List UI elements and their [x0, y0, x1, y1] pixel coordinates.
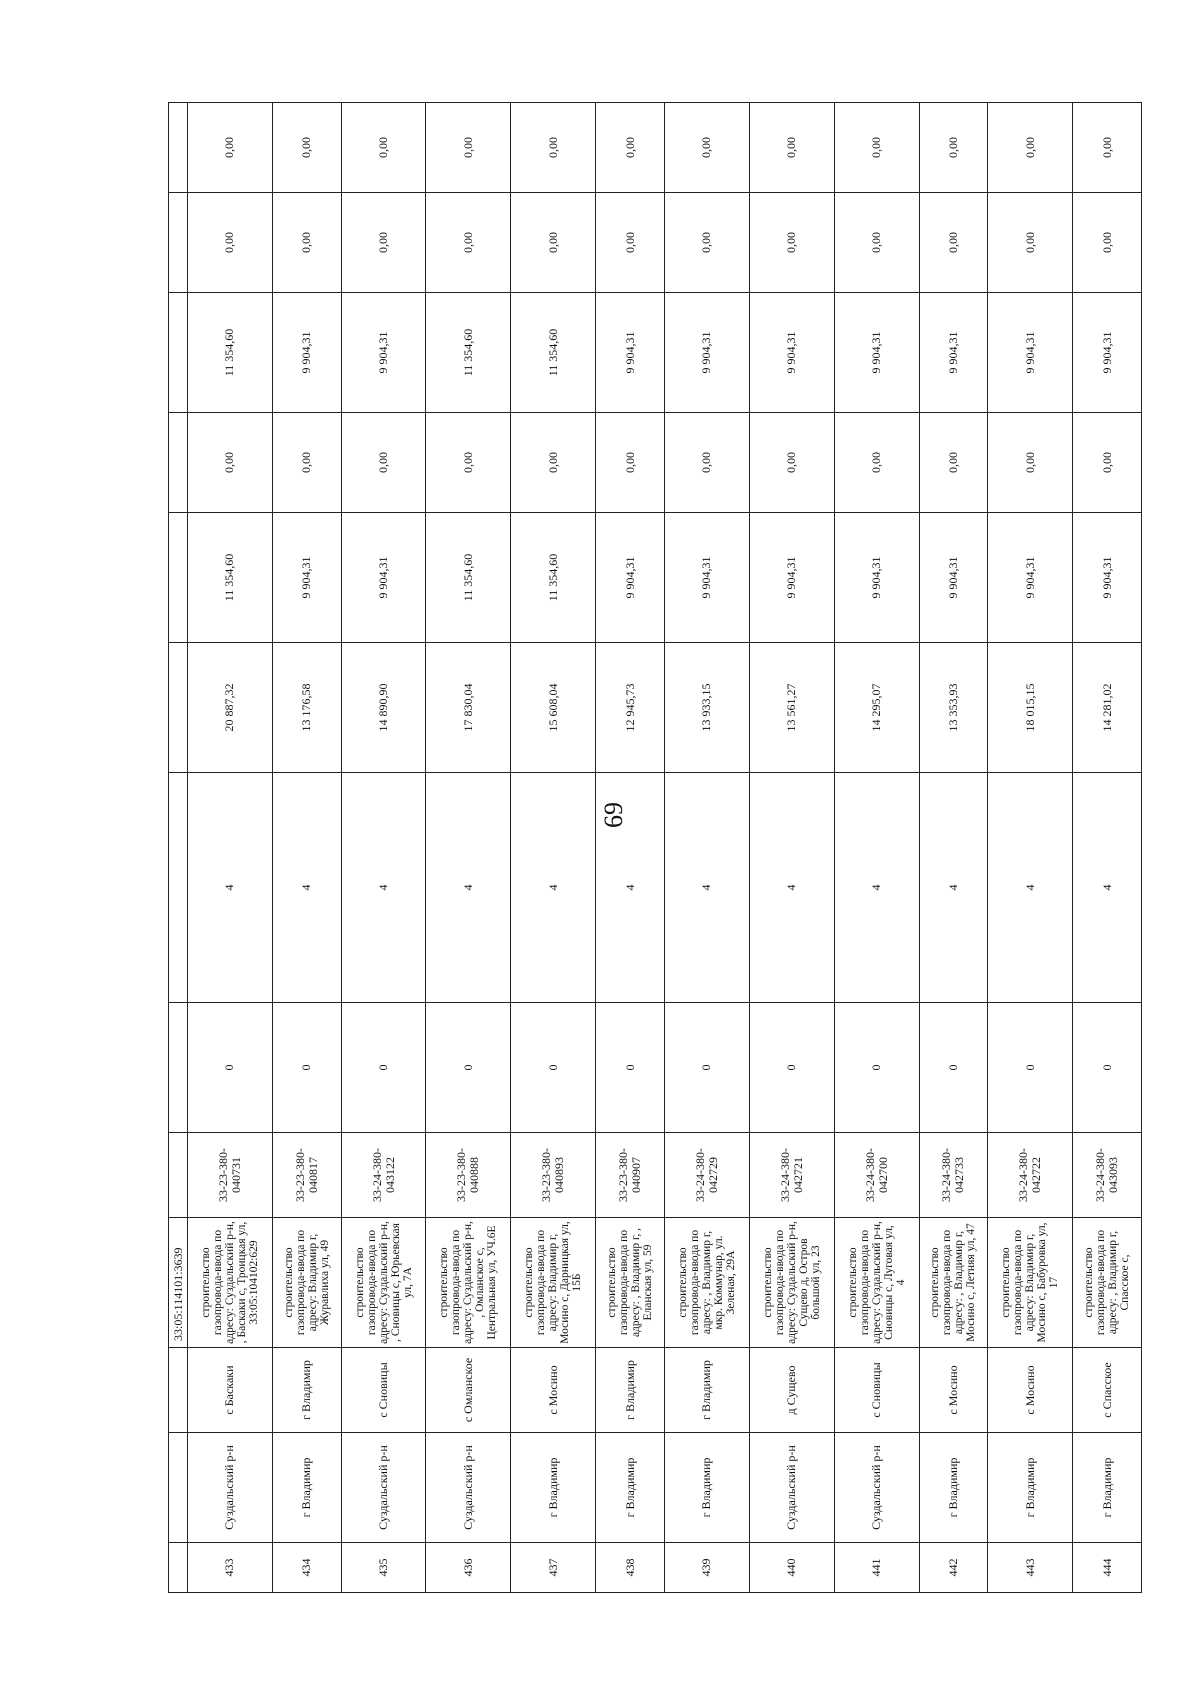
amount-b: 0,00 [988, 413, 1073, 513]
district: Суздальский р-н [834, 1433, 919, 1543]
application-code: 33-24-380-042733 [919, 1133, 988, 1218]
amount-d: 0,00 [188, 193, 273, 293]
application-code: 33-24-380-042721 [749, 1133, 834, 1218]
work-description: строительство газопровода-ввода по адресу: Суздальский р-н, , Баскаки с, Троицкая ул, 33:05:104102:629 [188, 1218, 273, 1348]
settlement: г Владимир [664, 1348, 749, 1433]
district: г Владимир [664, 1433, 749, 1543]
row-number: 436 [426, 1543, 511, 1593]
cell-empty [169, 1003, 188, 1133]
count-value: 0 [1073, 1003, 1142, 1133]
application-code: 33-24-380-042700 [834, 1133, 919, 1218]
amount-c: 9 904,31 [341, 293, 426, 413]
work-description: строительство газопровода-ввода по адресу: , Владимир г, Спасское с, [1073, 1218, 1142, 1348]
row-number: 433 [188, 1543, 273, 1593]
cell-empty [169, 1543, 188, 1593]
category-value: 4 [749, 773, 834, 1003]
amount-e: 0,00 [426, 103, 511, 193]
table-row [341, 103, 426, 1593]
application-code: 33-23-380-040731 [188, 1133, 273, 1218]
amount-c: 9 904,31 [1073, 293, 1142, 413]
category-value: 4 [511, 773, 596, 1003]
settlement: с Мосино [511, 1348, 596, 1433]
application-code: 33-24-380-042722 [988, 1133, 1073, 1218]
district: Суздальский р-н [188, 1433, 273, 1543]
amount-e: 0,00 [834, 103, 919, 193]
amount-d: 0,00 [834, 193, 919, 293]
amount-b: 0,00 [426, 413, 511, 513]
amount-d: 0,00 [272, 193, 341, 293]
district: Суздальский р-н [749, 1433, 834, 1543]
category-value: 4 [341, 773, 426, 1003]
row-number: 440 [749, 1543, 834, 1593]
amount-e: 0,00 [341, 103, 426, 193]
row-number: 437 [511, 1543, 596, 1593]
cell-empty [169, 193, 188, 293]
cell-empty [169, 1348, 188, 1433]
settlement: г Владимир [596, 1348, 665, 1433]
amount-total: 13 561,27 [749, 643, 834, 773]
cell-empty [169, 293, 188, 413]
application-code: 33-23-380-040893 [511, 1133, 596, 1218]
amount-d: 0,00 [426, 193, 511, 293]
count-value: 0 [426, 1003, 511, 1133]
table-row [834, 103, 919, 1593]
settlement: с Мосино [988, 1348, 1073, 1433]
amount-d: 0,00 [749, 193, 834, 293]
ledger-table [168, 102, 1142, 1593]
continuation-row [169, 103, 188, 1593]
work-description: строительство газопровода-ввода по адресу: , Владимир г, мкр. Коммунар, ул. Зеленая, 29А [664, 1218, 749, 1348]
amount-e: 0,00 [664, 103, 749, 193]
cell-empty [169, 1433, 188, 1543]
amount-c: 9 904,31 [272, 293, 341, 413]
row-number: 443 [988, 1543, 1073, 1593]
amount-a: 9 904,31 [919, 513, 988, 643]
application-code: 33-23-380-040888 [426, 1133, 511, 1218]
settlement: с Сновицы [341, 1348, 426, 1433]
amount-c: 9 904,31 [988, 293, 1073, 413]
amount-total: 13 353,93 [919, 643, 988, 773]
count-value: 0 [272, 1003, 341, 1133]
page-number: 69 [599, 802, 628, 828]
settlement: с Сновицы [834, 1348, 919, 1433]
work-description: строительство газопровода-ввода по адресу: Владимир г, Мосино с, Бабуровка ул, 17 [988, 1218, 1073, 1348]
row-number: 434 [272, 1543, 341, 1593]
amount-c: 9 904,31 [919, 293, 988, 413]
amount-a: 9 904,31 [341, 513, 426, 643]
table-row [1073, 103, 1142, 1593]
amount-c: 9 904,31 [596, 293, 665, 413]
work-description: строительство газопровода-ввода по адресу: Суздальский р-н, Сновицы с, Луговая ул, 4 [834, 1218, 919, 1348]
category-value: 4 [1073, 773, 1142, 1003]
work-description: строительство газопровода-ввода по адресу: Владимир г, Журавлиха ул, 49 [272, 1218, 341, 1348]
district: г Владимир [272, 1433, 341, 1543]
count-value: 0 [341, 1003, 426, 1133]
settlement: д Сущево [749, 1348, 834, 1433]
amount-d: 0,00 [988, 193, 1073, 293]
amount-total: 14 295,07 [834, 643, 919, 773]
application-code: 33-23-380-040907 [596, 1133, 665, 1218]
amount-e: 0,00 [188, 103, 273, 193]
category-value: 4 [919, 773, 988, 1003]
amount-a: 9 904,31 [988, 513, 1073, 643]
category-value: 4 [426, 773, 511, 1003]
amount-e: 0,00 [596, 103, 665, 193]
category-value: 4 [596, 773, 665, 1003]
cell-empty [169, 773, 188, 1003]
count-value: 0 [749, 1003, 834, 1133]
work-description: строительство газопровода-ввода по адресу: , Владимир г, , Еланская ул, 59 [596, 1218, 665, 1348]
category-value: 4 [188, 773, 273, 1003]
row-number: 444 [1073, 1543, 1142, 1593]
amount-e: 0,00 [919, 103, 988, 193]
work-description: строительство газопровода-ввода по адресу: Суздальский р-н, , Сновицы с, Юрьевская ул, 7А [341, 1218, 426, 1348]
district: г Владимир [988, 1433, 1073, 1543]
amount-b: 0,00 [511, 413, 596, 513]
amount-d: 0,00 [596, 193, 665, 293]
amount-a: 9 904,31 [834, 513, 919, 643]
amount-d: 0,00 [664, 193, 749, 293]
cell-empty [169, 103, 188, 193]
category-value: 4 [272, 773, 341, 1003]
work-description: строительство газопровода-ввода по адресу: Суздальский р-н, , Омланское с, Центральная ул, УЧ.6Е [426, 1218, 511, 1348]
settlement: с Омланское [426, 1348, 511, 1433]
district: г Владимир [919, 1433, 988, 1543]
count-value: 0 [511, 1003, 596, 1133]
amount-b: 0,00 [834, 413, 919, 513]
amount-b: 0,00 [1073, 413, 1142, 513]
district: г Владимир [511, 1433, 596, 1543]
amount-total: 20 887,32 [188, 643, 273, 773]
settlement: г Владимир [272, 1348, 341, 1433]
category-value: 4 [664, 773, 749, 1003]
table-row [511, 103, 596, 1593]
amount-c: 9 904,31 [664, 293, 749, 413]
table-row [272, 103, 341, 1593]
count-value: 0 [596, 1003, 665, 1133]
table-row [919, 103, 988, 1593]
amount-a: 9 904,31 [272, 513, 341, 643]
amount-total: 13 933,15 [664, 643, 749, 773]
row-number: 442 [919, 1543, 988, 1593]
amount-e: 0,00 [1073, 103, 1142, 193]
amount-a: 9 904,31 [1073, 513, 1142, 643]
table-row [988, 103, 1073, 1593]
amount-total: 15 608,04 [511, 643, 596, 773]
amount-b: 0,00 [188, 413, 273, 513]
district: г Владимир [596, 1433, 665, 1543]
work-description: строительство газопровода-ввода по адресу: Владимир г, Мосино с, Дарницкая ул, 15Б [511, 1218, 596, 1348]
row-number: 438 [596, 1543, 665, 1593]
table-row [596, 103, 665, 1593]
amount-d: 0,00 [341, 193, 426, 293]
table-row [749, 103, 834, 1593]
amount-e: 0,00 [272, 103, 341, 193]
amount-d: 0,00 [511, 193, 596, 293]
cadastral-number: 33:05:114101:3639 [169, 1218, 188, 1348]
amount-c: 11 354,60 [188, 293, 273, 413]
application-code: 33-24-380-043093 [1073, 1133, 1142, 1218]
cell-empty [169, 1133, 188, 1218]
table-row [664, 103, 749, 1593]
amount-total: 17 830,04 [426, 643, 511, 773]
amount-b: 0,00 [749, 413, 834, 513]
amount-a: 9 904,31 [749, 513, 834, 643]
settlement: с Спасское [1073, 1348, 1142, 1433]
cell-empty [169, 513, 188, 643]
row-number: 439 [664, 1543, 749, 1593]
amount-a: 9 904,31 [596, 513, 665, 643]
work-description: строительство газопровода-ввода по адресу: Суздальский р-н, Сущево д, Остров большой ул, 23 [749, 1218, 834, 1348]
amount-c: 9 904,31 [749, 293, 834, 413]
district: г Владимир [1073, 1433, 1142, 1543]
amount-b: 0,00 [919, 413, 988, 513]
amount-c: 11 354,60 [511, 293, 596, 413]
amount-e: 0,00 [749, 103, 834, 193]
count-value: 0 [188, 1003, 273, 1133]
amount-b: 0,00 [596, 413, 665, 513]
amount-total: 14 281,02 [1073, 643, 1142, 773]
rotated-table-wrapper [168, 103, 1142, 1593]
amount-a: 11 354,60 [511, 513, 596, 643]
amount-a: 11 354,60 [426, 513, 511, 643]
ledger-body [169, 103, 1142, 1593]
category-value: 4 [834, 773, 919, 1003]
count-value: 0 [834, 1003, 919, 1133]
amount-b: 0,00 [272, 413, 341, 513]
amount-b: 0,00 [664, 413, 749, 513]
cell-empty [169, 643, 188, 773]
amount-e: 0,00 [988, 103, 1073, 193]
work-description: строительство газопровода-ввода по адресу: , Владимир г, Мосино с, Летняя ул, 47 [919, 1218, 988, 1348]
application-code: 33-24-380-042729 [664, 1133, 749, 1218]
amount-c: 9 904,31 [834, 293, 919, 413]
category-value: 4 [988, 773, 1073, 1003]
count-value: 0 [919, 1003, 988, 1133]
amount-total: 18 015,15 [988, 643, 1073, 773]
amount-a: 9 904,31 [664, 513, 749, 643]
amount-total: 12 945,73 [596, 643, 665, 773]
application-code: 33-24-380-043122 [341, 1133, 426, 1218]
amount-c: 11 354,60 [426, 293, 511, 413]
amount-total: 14 890,90 [341, 643, 426, 773]
amount-e: 0,00 [511, 103, 596, 193]
table-row [426, 103, 511, 1593]
table-row [188, 103, 273, 1593]
cell-empty [169, 413, 188, 513]
count-value: 0 [664, 1003, 749, 1133]
district: Суздальский р-н [426, 1433, 511, 1543]
row-number: 441 [834, 1543, 919, 1593]
district: Суздальский р-н [341, 1433, 426, 1543]
amount-total: 13 176,58 [272, 643, 341, 773]
settlement: с Мосино [919, 1348, 988, 1433]
amount-b: 0,00 [341, 413, 426, 513]
amount-d: 0,00 [1073, 193, 1142, 293]
amount-a: 11 354,60 [188, 513, 273, 643]
settlement: с Баскаки [188, 1348, 273, 1433]
application-code: 33-23-380-040817 [272, 1133, 341, 1218]
row-number: 435 [341, 1543, 426, 1593]
amount-d: 0,00 [919, 193, 988, 293]
count-value: 0 [988, 1003, 1073, 1133]
